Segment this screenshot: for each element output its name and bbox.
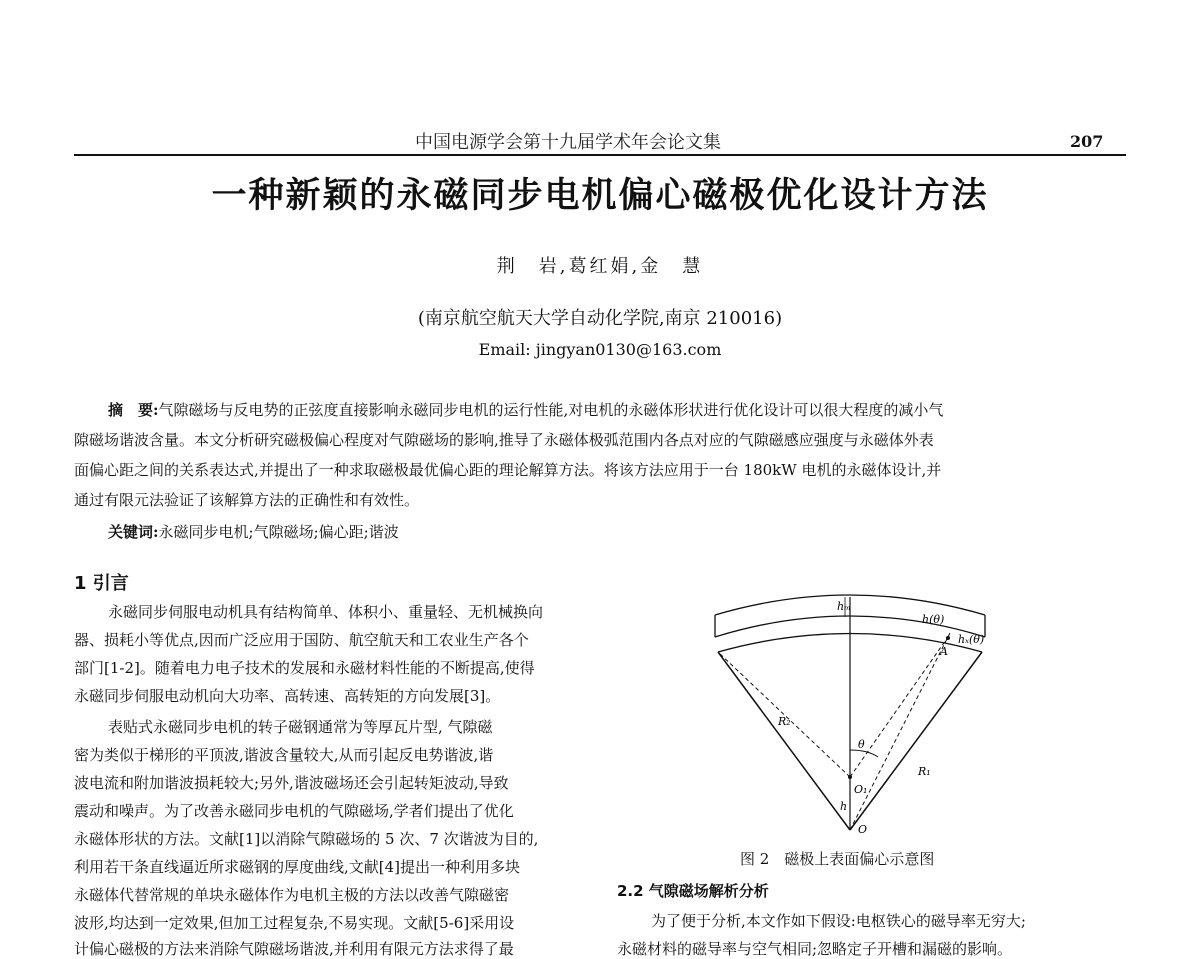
label-hm: hₘ	[837, 600, 851, 613]
keywords	[108, 521, 399, 542]
radius-r1-dashed	[850, 633, 950, 830]
label-theta: θ	[858, 738, 865, 751]
point-a	[946, 636, 950, 640]
paper-title: 一种新颖的永磁同步电机偏心磁极优化设计方法	[211, 175, 989, 216]
page-number: 207	[1070, 132, 1104, 151]
authors: 荆 岩,葛红娟,金 慧	[496, 256, 704, 277]
abstract-line: 面偏心距之间的关系表达式,并提出了一种求取磁极最优偏心距的理论解算方法。将该方法应用于一台 180kW 电机的永磁体设计,并	[74, 461, 942, 479]
body-line: 表贴式永磁同步电机的转子磁钢通常为等厚瓦片型, 气隙磁	[108, 718, 493, 736]
label-r1: R₁	[918, 765, 931, 778]
label-h: h	[840, 800, 848, 813]
label-o: O	[858, 823, 868, 836]
theta-arc	[850, 750, 878, 757]
affiliation: (南京航空航天大学自动化学院,南京 210016)	[417, 308, 783, 329]
label-o1: O₁	[854, 783, 868, 796]
label-r2: R₂	[778, 715, 791, 728]
body-line: 永磁体形状的方法。文献[1]以消除气隙磁场的 5 次、7 次谐波为目的,	[74, 830, 539, 848]
radius-r2-dashed	[850, 637, 948, 777]
body-line: 永磁同步伺服电动机具有结构简单、体积小、重量轻、无机械换向	[108, 603, 544, 621]
figure-eccentric-pole-diagram	[700, 585, 1040, 840]
body-line: 波电流和附加谐波损耗较大;另外,谐波磁场还会引起转矩波动,导致	[74, 774, 509, 792]
body-line: 器、损耗小等优点,因而广泛应用于国防、航空航天和工农业生产各个	[74, 631, 529, 649]
abstract-line: 通过有限元法验证了该解算方法的正确性和有效性。	[74, 491, 420, 509]
header-rule	[74, 154, 1126, 156]
body-line: 永磁材料的磁导率与空气相同;忽略定子开槽和漏磁的影响。	[617, 940, 1013, 958]
abstract-line	[108, 399, 943, 420]
sector-left-edge	[718, 652, 850, 830]
body-line: 波形,均达到一定效果,但加工过程复杂,不易实现。文献[5-6]采用设	[74, 914, 515, 932]
body-line: 永磁同步伺服电动机向大功率、高转速、高转矩的方向发展[3]。	[74, 687, 501, 705]
label-h-theta: h(θ)	[922, 613, 945, 626]
body-line: 利用若干条直线逼近所求磁钢的厚度曲线,文献[4]提出一种利用多块	[74, 858, 521, 876]
sector-right-edge	[850, 652, 982, 830]
keywords-label: 关键词:	[108, 523, 159, 541]
body-line: 密为类似于梯形的平顶波,谐波含量较大,从而引起反电势谐波,谐	[74, 746, 494, 764]
keywords-text: 永磁同步电机;气隙磁场;偏心距;谐波	[158, 523, 399, 541]
figure-caption: 图 2 磁极上表面偏心示意图	[740, 850, 935, 868]
running-header-title: 中国电源学会第十九届学术年会论文集	[415, 132, 721, 153]
email: Email: jingyan0130@163.com	[478, 340, 722, 359]
abstract-line: 隙磁场谐波含量。本文分析研究磁极偏心程度对气隙磁场的影响,推导了永磁体极弧范围内各点对应的气隙磁感应强度与永磁体外表	[74, 431, 934, 449]
body-line: 计偏心磁极的方法来消除气隙磁场谐波,并利用有限元方法求得了最	[74, 940, 514, 958]
body-line: 部门[1-2]。随着电力电子技术的发展和永磁材料性能的不断提高,使得	[74, 659, 535, 677]
abstract-text: 气隙磁场与反电势的正弦度直接影响永磁同步电机的运行性能,对电机的永磁体形状进行优化设计可以很大程度的减小气	[158, 401, 944, 419]
abstract-label: 摘 要:	[108, 401, 159, 419]
section-heading-2-2: 2.2 气隙磁场解析分析	[617, 882, 769, 900]
label-a: A	[940, 645, 948, 658]
section-heading-intro: 1 引言	[74, 573, 129, 594]
body-line: 震动和噪声。为了改善永磁同步电机的气隙磁场,学者们提出了优化	[74, 802, 514, 820]
point-o1	[848, 775, 852, 779]
body-line: 为了便于分析,本文作如下假设:电枢铁心的磁导率无穷大;	[651, 912, 1026, 930]
label-hx-theta: hₓ(θ)	[958, 633, 985, 646]
body-line: 永磁体代替常规的单块永磁体作为电机主极的方法以改善气隙磁密	[74, 886, 510, 904]
